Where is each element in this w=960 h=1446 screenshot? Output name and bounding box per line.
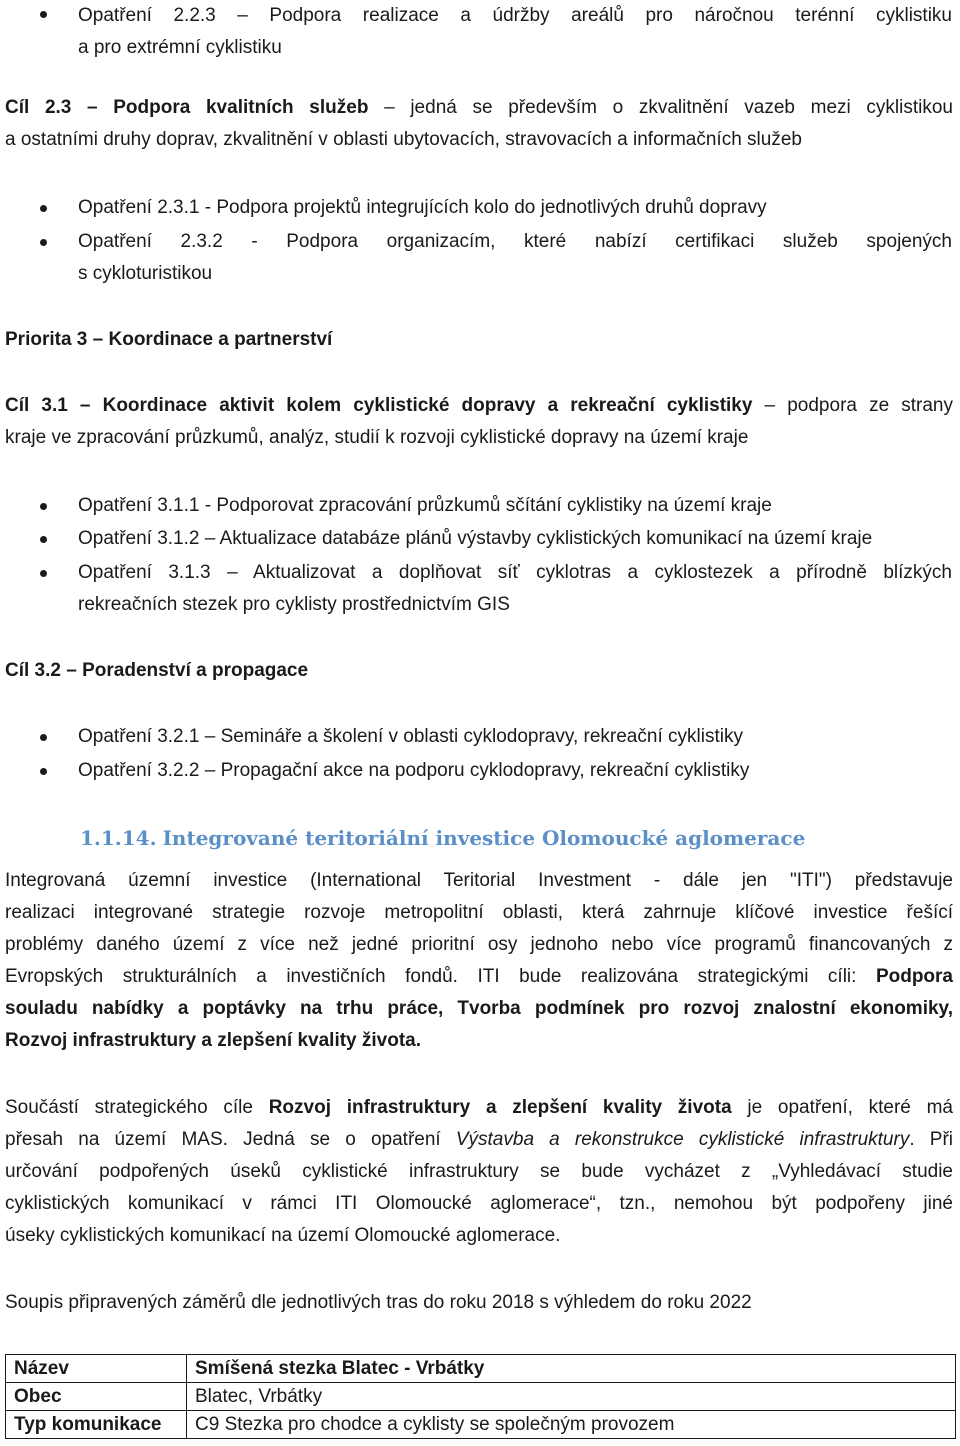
bullet-text-line: rekreačních stezek pro cyklisty prostřednictvím GIS: [78, 594, 510, 615]
goal-2-3-line1: [5, 92, 953, 124]
project-table: [5, 1354, 956, 1439]
para1-text: Evropských strukturálních a investičních fondů. ITI bude realizována strategickými cíli:: [5, 966, 876, 987]
para2-line: [5, 1124, 953, 1156]
para1-line: souladu nabídky a poptávky na trhu práce, Tvorba podmínek pro rozvoj znalostní ekonomiky,: [5, 998, 953, 1019]
goal-2-3-desc: – jedná se především o zkvalitnění vazeb mezi cyklistikou: [368, 97, 954, 118]
bullet-dot: [40, 239, 47, 246]
bullet-dot: [40, 503, 47, 510]
section-heading: [80, 822, 805, 854]
table-row: [6, 1355, 956, 1383]
para1-line: Integrovaná územní investice (International Teritorial Investment - dále jen "ITI") představuje: [5, 870, 953, 891]
para2-line: [5, 1092, 953, 1124]
para2-line: úseky cyklistických komunikací na území Olomoucké aglomerace.: [5, 1225, 561, 1246]
table-value-cell: Blatec, Vrbátky: [187, 1383, 956, 1411]
para2-text: . Při: [909, 1129, 953, 1150]
table-key-cell: Obec: [6, 1383, 187, 1411]
para2-text: přesah na území MAS. Jedná se o opatření: [5, 1129, 456, 1150]
section-number: 1.1.14.: [80, 826, 157, 850]
para1-line: [5, 961, 953, 993]
bullet-text-line: Opatření 2.3.2 - Podpora organizacím, které nabízí certifikaci služeb spojených: [78, 231, 952, 252]
bullet-text-line: s cykloturistikou: [78, 263, 213, 284]
bullet-text-line: Opatření 2.2.3 – Podpora realizace a údržby areálů pro náročnou terénní cyklistiku: [78, 5, 952, 26]
table-key-cell: Typ komunikace: [6, 1411, 187, 1439]
para2-text: Součástí strategického cíle: [5, 1097, 269, 1118]
bullet-text: Opatření 3.1.2 – Aktualizace databáze plánů výstavby cyklistických komunikací na území kraje: [78, 528, 873, 549]
para1-line: Rozvoj infrastruktury a zlepšení kvality života.: [5, 1030, 422, 1051]
goal-3-1-desc: – podpora ze strany: [752, 395, 953, 416]
goal-2-3-title: Cíl 2.3 – Podpora kvalitních služeb: [5, 97, 369, 118]
para2-line: určování podpořených úseků cyklistické infrastruktury se bude vycházet z „Vyhledávací studie: [5, 1161, 953, 1182]
para2-italic: Výstavba a rekonstrukce cyklistické infrastruktury: [455, 1129, 910, 1150]
bullet-text: Opatření 3.1.1 - Podporovat zpracování průzkumů sčítání cyklistiky na území kraje: [78, 495, 772, 516]
bullet-text: Opatření 3.2.2 – Propagační akce na podporu cyklodopravy, rekreační cyklistiky: [78, 760, 750, 781]
para1-line: problémy daného území z více než jedné prioritní osy jednoho nebo více programů financovaných z: [5, 934, 953, 955]
table-row: [6, 1411, 956, 1439]
goal-3-1-line2: kraje ve zpracování průzkumů, analýz, studií k rozvoji cyklistické dopravy na území kraje: [5, 427, 749, 448]
bullet-dot: [40, 536, 47, 543]
table-key-cell: Název: [6, 1355, 187, 1383]
bullet-dot: [40, 205, 47, 212]
goal-3-1-title: Cíl 3.1 – Koordinace aktivit kolem cyklistické dopravy a rekreační cyklistiky: [5, 395, 753, 416]
bullet-text-line: a pro extrémní cyklistiku: [78, 37, 282, 58]
para2-line: cyklistických komunikací v rámci ITI Olomoucké aglomerace“, tzn., nemohou být podpořeny jiné: [5, 1193, 953, 1214]
para2-bold: Rozvoj infrastruktury a zlepšení kvality života: [268, 1097, 732, 1118]
table-value-cell: C9 Stezka pro chodce a cyklisty se společným provozem: [187, 1411, 956, 1439]
para1-line: realizaci integrované strategie rozvoje metropolitní oblasti, která zahrnuje klíčové investice řešící: [5, 902, 953, 923]
bullet-dot: [40, 570, 47, 577]
priority-3-heading: Priorita 3 – Koordinace a partnerství: [5, 329, 333, 350]
project-table-body: [6, 1355, 956, 1439]
bullet-dot: [40, 11, 47, 18]
bullet-dot: [40, 768, 47, 775]
section-title: Integrované teritoriální investice Olomoucké aglomerace: [162, 826, 806, 850]
para2-text: je opatření, které má: [731, 1097, 953, 1118]
goal-2-3-line2: a ostatními druhy doprav, zkvalitnění v oblasti ubytovacích, stravovacích a informačních služeb: [5, 129, 802, 150]
bullet-text: Opatření 3.2.1 – Semináře a školení v oblasti cyklodopravy, rekreační cyklistiky: [78, 726, 743, 747]
goal-3-2-heading: Cíl 3.2 – Poradenství a propagace: [5, 660, 309, 681]
para1-bold: Podpora: [875, 966, 953, 987]
bullet-dot: [40, 734, 47, 741]
goal-3-1-line1: [5, 390, 953, 422]
table-row: [6, 1383, 956, 1411]
bullet-text-line: Opatření 3.1.3 – Aktualizovat a doplňovat síť cyklotras a cyklostezek a přírodně blízkých: [78, 562, 952, 583]
soupis-intro: Soupis připravených záměrů dle jednotlivých tras do roku 2018 s výhledem do roku 2022: [5, 1292, 752, 1313]
table-value-cell: Smíšená stezka Blatec - Vrbátky: [187, 1355, 956, 1383]
bullet-text: Opatření 2.3.1 - Podpora projektů integrujících kolo do jednotlivých druhů dopravy: [78, 197, 767, 218]
